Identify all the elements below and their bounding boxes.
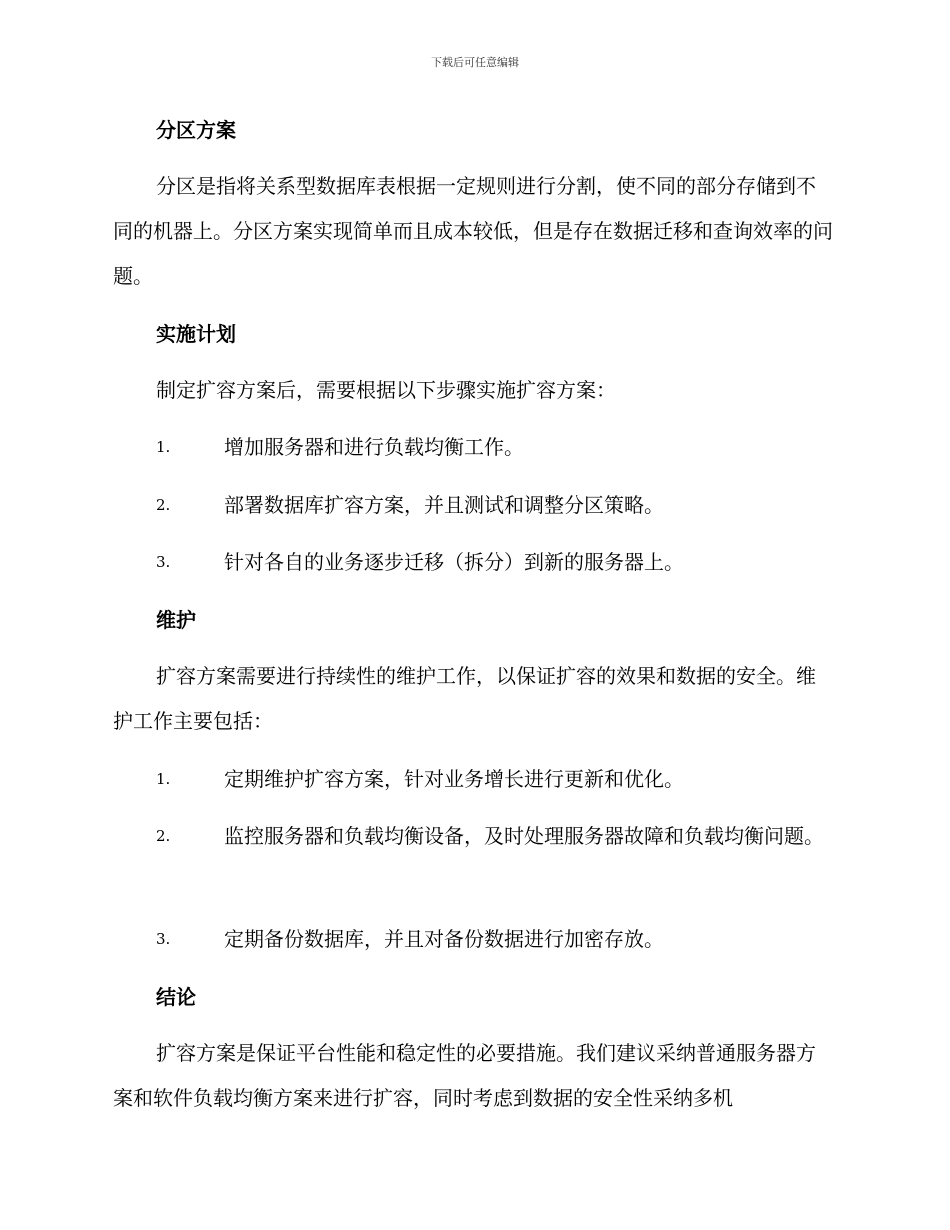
list-item-number: 1. xyxy=(156,770,171,788)
section-heading-plan: 实施计划 xyxy=(156,322,236,346)
section-heading-maintenance: 维护 xyxy=(156,608,196,632)
list-item xyxy=(113,425,833,470)
section-paragraph-maintenance: 扩容方案需要进行持续性的维护工作，以保证扩容的效果和数据的安全。维护工作主要包括： xyxy=(113,664,816,733)
list-item-number: 1. xyxy=(156,438,171,456)
list-item-text: 针对各自的业务逐步迁移（拆分）到新的服务器上。 xyxy=(224,550,684,574)
list-item-number: 2. xyxy=(156,827,171,845)
list-item xyxy=(113,483,833,528)
list-item-text: 部署数据库扩容方案，并且测试和调整分区策略。 xyxy=(224,493,664,517)
section-paragraph-conclusion: 扩容方案是保证平台性能和稳定性的必要措施。我们建议采纳普通服务器方案和软件负载均衡方案来进行扩容，同时考虑到数据的安全性采纳多机 xyxy=(113,1041,816,1110)
list-item-text: 定期维护扩容方案，针对业务增长进行更新和优化。 xyxy=(224,767,684,791)
list-item-text: 定期备份数据库，并且对备份数据进行加密存放。 xyxy=(224,927,664,951)
list-item xyxy=(113,540,833,585)
list-item-number: 3. xyxy=(156,930,171,948)
section-heading-partition: 分区方案 xyxy=(156,118,236,142)
section-heading-conclusion: 结论 xyxy=(156,985,196,1009)
list-item xyxy=(113,917,833,962)
header-note: 下载后可任意编辑 xyxy=(431,56,519,69)
list-item xyxy=(113,757,833,802)
list-item xyxy=(113,814,833,859)
list-item-number: 3. xyxy=(156,553,171,571)
list-item-number: 2. xyxy=(156,496,171,514)
section-paragraph-partition: 分区是指将关系型数据库表根据一定规则进行分割，使不同的部分存储到不同的机器上。分区方案实现简单而且成本较低，但是存在数据迁移和查询效率的问题。 xyxy=(113,174,833,288)
list-item-text: 增加服务器和进行负载均衡工作。 xyxy=(224,435,524,459)
list-item-text: 监控服务器和负载均衡设备，及时处理服务器故障和负载均衡问题。 xyxy=(224,824,824,848)
section-paragraph-plan: 制定扩容方案后，需要根据以下步骤实施扩容方案： xyxy=(156,378,616,402)
